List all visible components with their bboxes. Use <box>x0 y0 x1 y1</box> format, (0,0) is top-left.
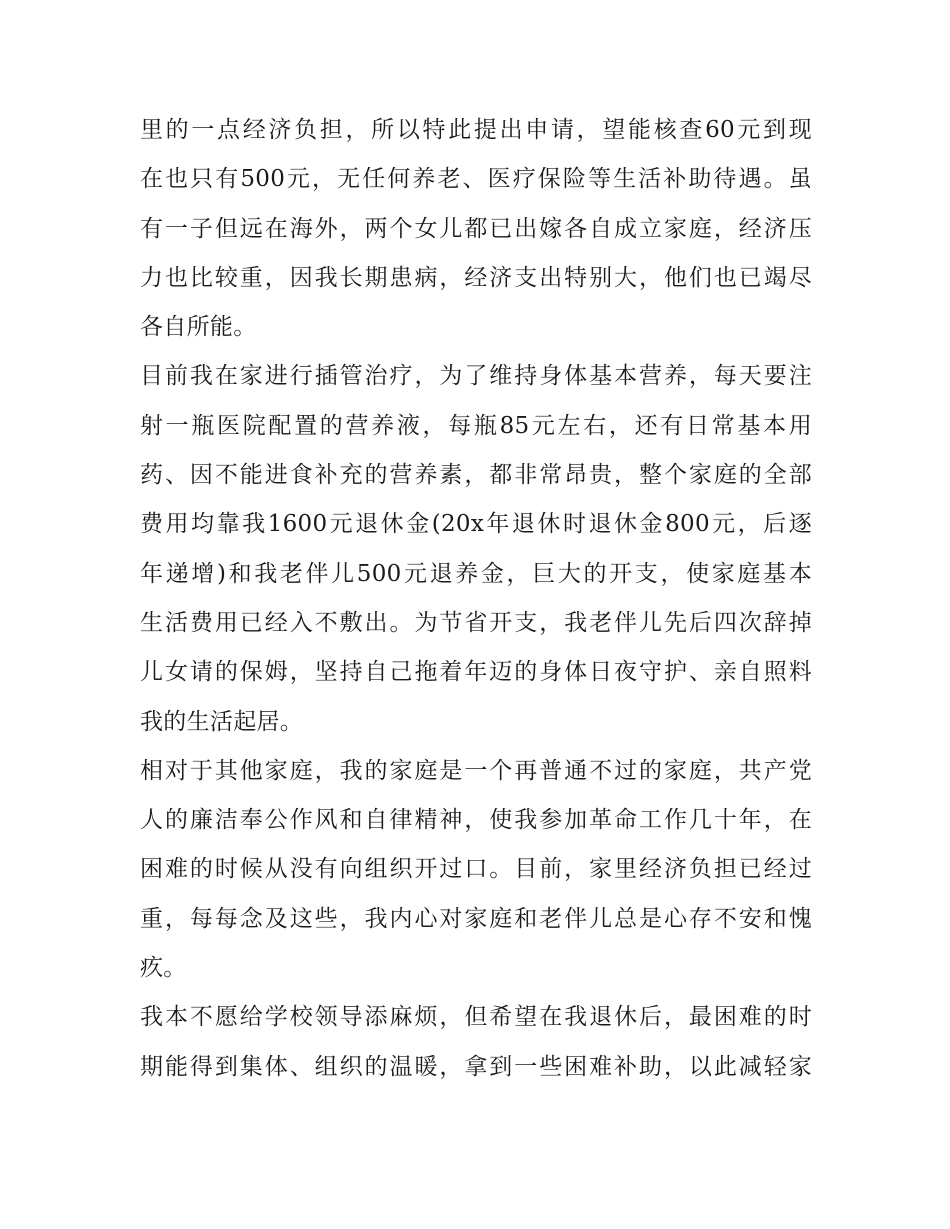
text-line: 年递增)和我老伴儿500元退养金，巨大的开支，使家庭基本 <box>140 560 812 587</box>
text-line: 药、因不能进食补充的营养素，都非常昂贵，整个家庭的全部 <box>140 462 812 489</box>
paragraph-2 <box>140 352 812 746</box>
text-line: 有一子但远在海外，两个女儿都已出嫁各自成立家庭，经济压 <box>140 215 812 242</box>
text-line: 期能得到集体、组织的温暖，拿到一些困难补助，以此减轻家 <box>140 1053 812 1080</box>
paragraph-3 <box>140 747 812 993</box>
text-line: 困难的时候从没有向组织开过口。目前，家里经济负担已经过 <box>140 856 812 883</box>
text-line: 费用均靠我1600元退休金(20x年退休时退休金800元，后逐 <box>140 511 812 538</box>
text-line: 生活费用已经入不敷出。为节省开支，我老伴儿先后四次辞掉 <box>140 609 812 636</box>
text-line: 相对于其他家庭，我的家庭是一个再普通不过的家庭，共产党 <box>140 757 812 784</box>
text-line: 人的廉洁奉公作风和自律精神，使我参加革命工作几十年，在 <box>140 807 812 834</box>
text-line: 各自所能。 <box>140 314 257 341</box>
paragraph-4 <box>140 993 812 1092</box>
text-line: 射一瓶医院配置的营养液，每瓶85元左右，还有日常基本用 <box>140 412 812 439</box>
text-line: 我本不愿给学校领导添麻烦，但希望在我退休后，最困难的时 <box>140 1004 812 1031</box>
text-line: 儿女请的保姆，坚持自己拖着年迈的身体日夜守护、亲自照料 <box>140 659 812 686</box>
text-line: 在也只有500元，无任何养老、医疗保险等生活补助待遇。虽 <box>140 166 812 193</box>
text-line: 里的一点经济负担，所以特此提出申请，望能核查60元到现 <box>140 117 812 143</box>
text-line: 我的生活起居。 <box>140 708 304 735</box>
document-body <box>140 106 812 1092</box>
paragraph-1 <box>140 106 812 352</box>
text-line: 重，每每念及这些，我内心对家庭和老伴儿总是心存不安和愧 <box>140 905 812 932</box>
text-line: 疚。 <box>140 955 187 982</box>
text-line: 目前我在家进行插管治疗，为了维持身体基本营养，每天要注 <box>140 363 812 390</box>
text-line: 力也比较重，因我长期患病，经济支出特别大，他们也已竭尽 <box>140 264 812 291</box>
